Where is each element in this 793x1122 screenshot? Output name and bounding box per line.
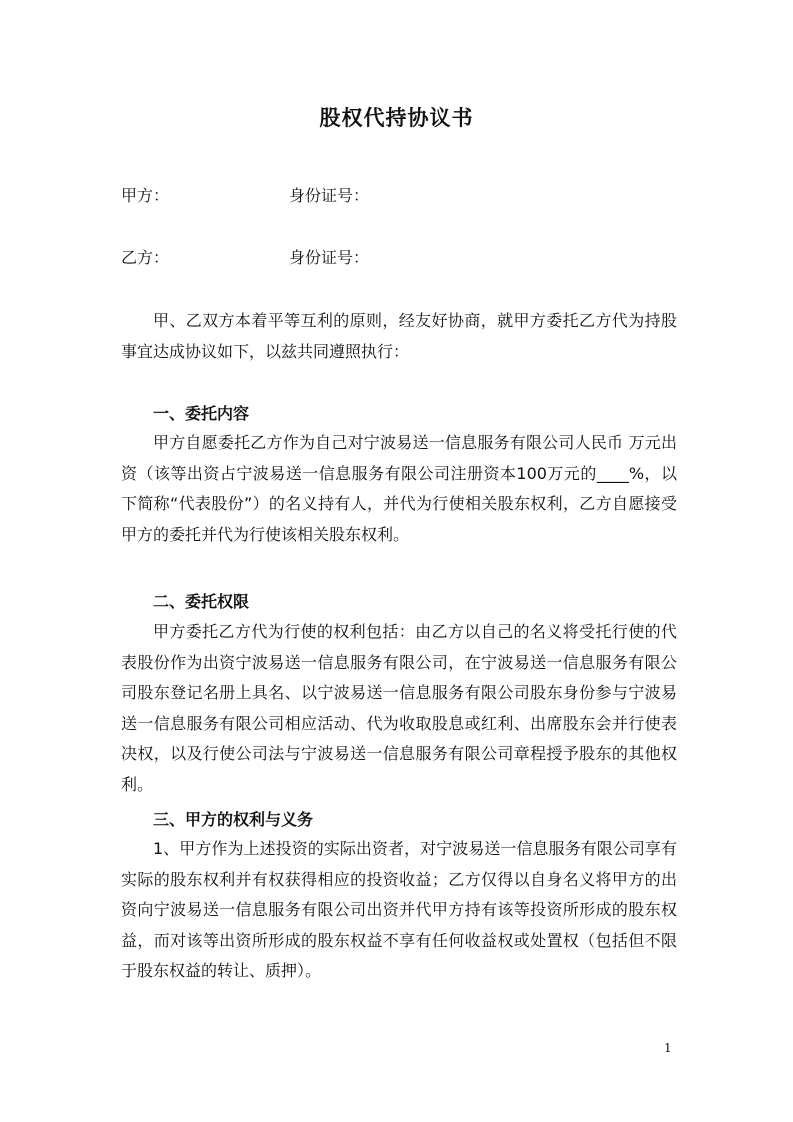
document-title: 股权代持协议书 — [319, 105, 474, 130]
page-number: 1 — [664, 1041, 672, 1055]
section-paragraph: 甲方自愿委托乙方作为自己对宁波易送一信息服务有限公司人民币 万元出资（该等出资占宁波易送一信息服务有限公司注册资本100万元的____%，以下简称“代表股份”）的名义持有人，并代为行使相关股东权利，乙方自愿接受甲方的委托并代为行使该相关股东权利。 — [121, 433, 677, 544]
party-a-id-label: 身份证号： — [289, 186, 370, 205]
section-heading: 三、甲方的权利与义务 — [153, 810, 314, 829]
section-paragraph: 1、甲方作为上述投资的实际出资者，对宁波易送一信息服务有限公司享有实际的股东权利并有权获得相应的投资收益；乙方仅得以自身名义将甲方的出资向宁波易送一信息服务有限公司出资并代甲方持有该等投资所形成的股东权益，而对该等出资所形成的股东权益不享有任何收益权或处置权（包括但不限于股东权益的转让、质押）。 — [121, 839, 677, 980]
intro-paragraph: 甲、乙双方本着平等互利的原则，经友好协商，就甲方委托乙方代为持股事宜达成协议如下，以兹共同遵照执行： — [121, 311, 677, 361]
section-paragraph: 甲方委托乙方代为行使的权利包括：由乙方以自己的名义将受托行使的代表股份作为出资宁波易送一信息服务有限公司，在宁波易送一信息服务有限公司股东登记名册上具名、以宁波易送一信息服务有限公司股东身份参与宁波易送一信息服务有限公司相应活动、代为收取股息或红利、出席股东会并行使表决权，以及行使公司法与宁波易送一信息服务有限公司章程授予股东的其他权利。 — [121, 622, 677, 794]
party-b-label: 乙方： — [121, 248, 170, 267]
section-heading: 二、委托权限 — [153, 592, 250, 611]
party-a-label: 甲方： — [121, 186, 170, 205]
section-heading: 一、委托内容 — [153, 404, 250, 423]
party-b-id-label: 身份证号： — [289, 248, 370, 267]
